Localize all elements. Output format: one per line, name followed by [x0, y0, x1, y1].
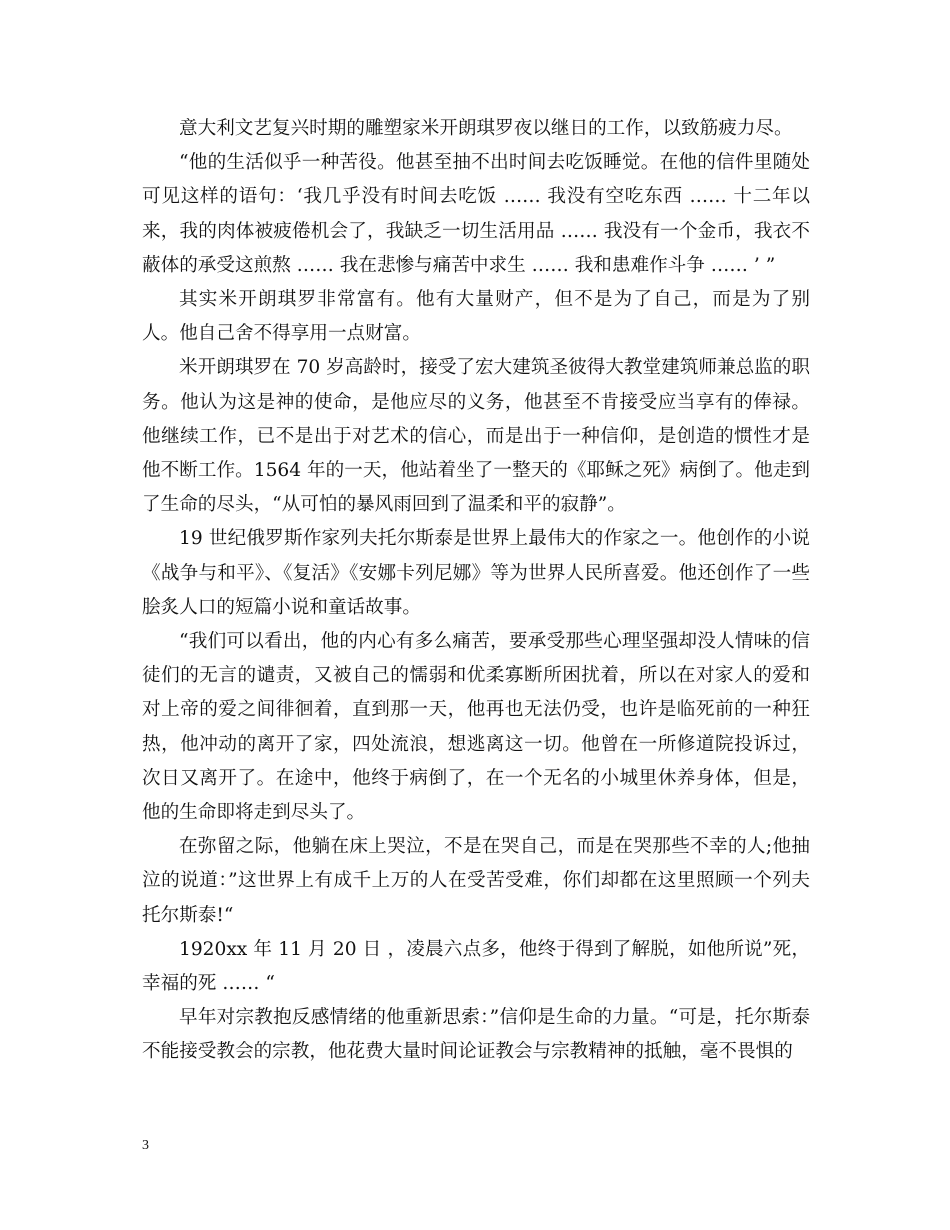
- paragraph-1: 意大利文艺复兴时期的雕塑家米开朗琪罗夜以继日的工作，以致筋疲力尽。: [179, 118, 793, 139]
- body-text: [142, 112, 810, 1070]
- paragraph-9: 早年对宗教抱反感情绪的他重新思索：”信仰是生命的力量。“可是，托尔斯泰不能接受教会的宗教，他花费大量时间论证教会与宗教精神的抵触，毫不畏惧的: [142, 1007, 810, 1063]
- paragraph-5: 19 世纪俄罗斯作家列夫托尔斯泰是世界上最伟大的作家之一。他创作的小说《战争与和平》、《复活》《安娜卡列尼娜》等为世界人民所喜爱。他还创作了一些脍炙人口的短篇小说和童话故事。: [142, 528, 810, 618]
- paragraph-2: “他的生活似乎一种苦役。他甚至抽不出时间去吃饭睡觉。在他的信件里随处可见这样的语句：‘我几乎没有时间去吃饭 …… 我没有空吃东西 …… 十二年以来，我的肉体被疲倦机会了，我缺乏一切生活用品 …… 我没有一个金币，我衣不蔽体的承受这煎熬 …… 我在悲惨与痛苦中求生 …… 我和患难作斗争 …… ’ ”: [142, 152, 810, 276]
- paragraph-6: “我们可以看出，他的内心有多么痛苦，要承受那些心理坚强却没人情味的信徒们的无言的谴责，又被自己的懦弱和优柔寡断所困扰着，所以在对家人的爱和对上帝的爱之间徘徊着，直到那一天，他再也无法仍受，也许是临死前的一种狂热，他冲动的离开了家，四处流浪，想逃离这一切。他曾在一所修道院投诉过，次日又离开了。在途中，他终于病倒了，在一个无名的小城里休养身体，但是，他的生命即将走到尽头了。: [142, 631, 810, 824]
- paragraph-3: 其实米开朗琪罗非常富有。他有大量财产，但不是为了自己，而是为了别人。他自己舍不得享用一点财富。: [142, 289, 810, 345]
- page-number: 3: [142, 1138, 149, 1153]
- paragraph-8: 1920xx 年 11 月 20 日 ，凌晨六点多，他终于得到了解脱，如他所说”死，幸福的死 …… “: [142, 938, 810, 995]
- paragraph-7: 在弥留之际，他躺在床上哭泣，不是在哭自己，而是在哭那些不幸的人;他抽泣的说道：”这世界上有成千上万的人在受苦受难，你们却都在这里照顾一个列夫托尔斯泰!“: [142, 836, 810, 926]
- paragraph-4: 米开朗琪罗在 70 岁高龄时，接受了宏大建筑圣彼得大教堂建筑师兼总监的职务。他认为这是神的使命，是他应尽的义务，他甚至不肯接受应当享有的俸禄。他继续工作，已不是出于对艺术的信心，而是出于一种信仰，是创造的惯性才是他不断工作。1564 年的一天，他站着坐了一整天的《耶稣之死》病倒了。他走到了生命的尽头，“从可怕的暴风雨回到了温柔和平的寂静”。: [142, 357, 810, 516]
